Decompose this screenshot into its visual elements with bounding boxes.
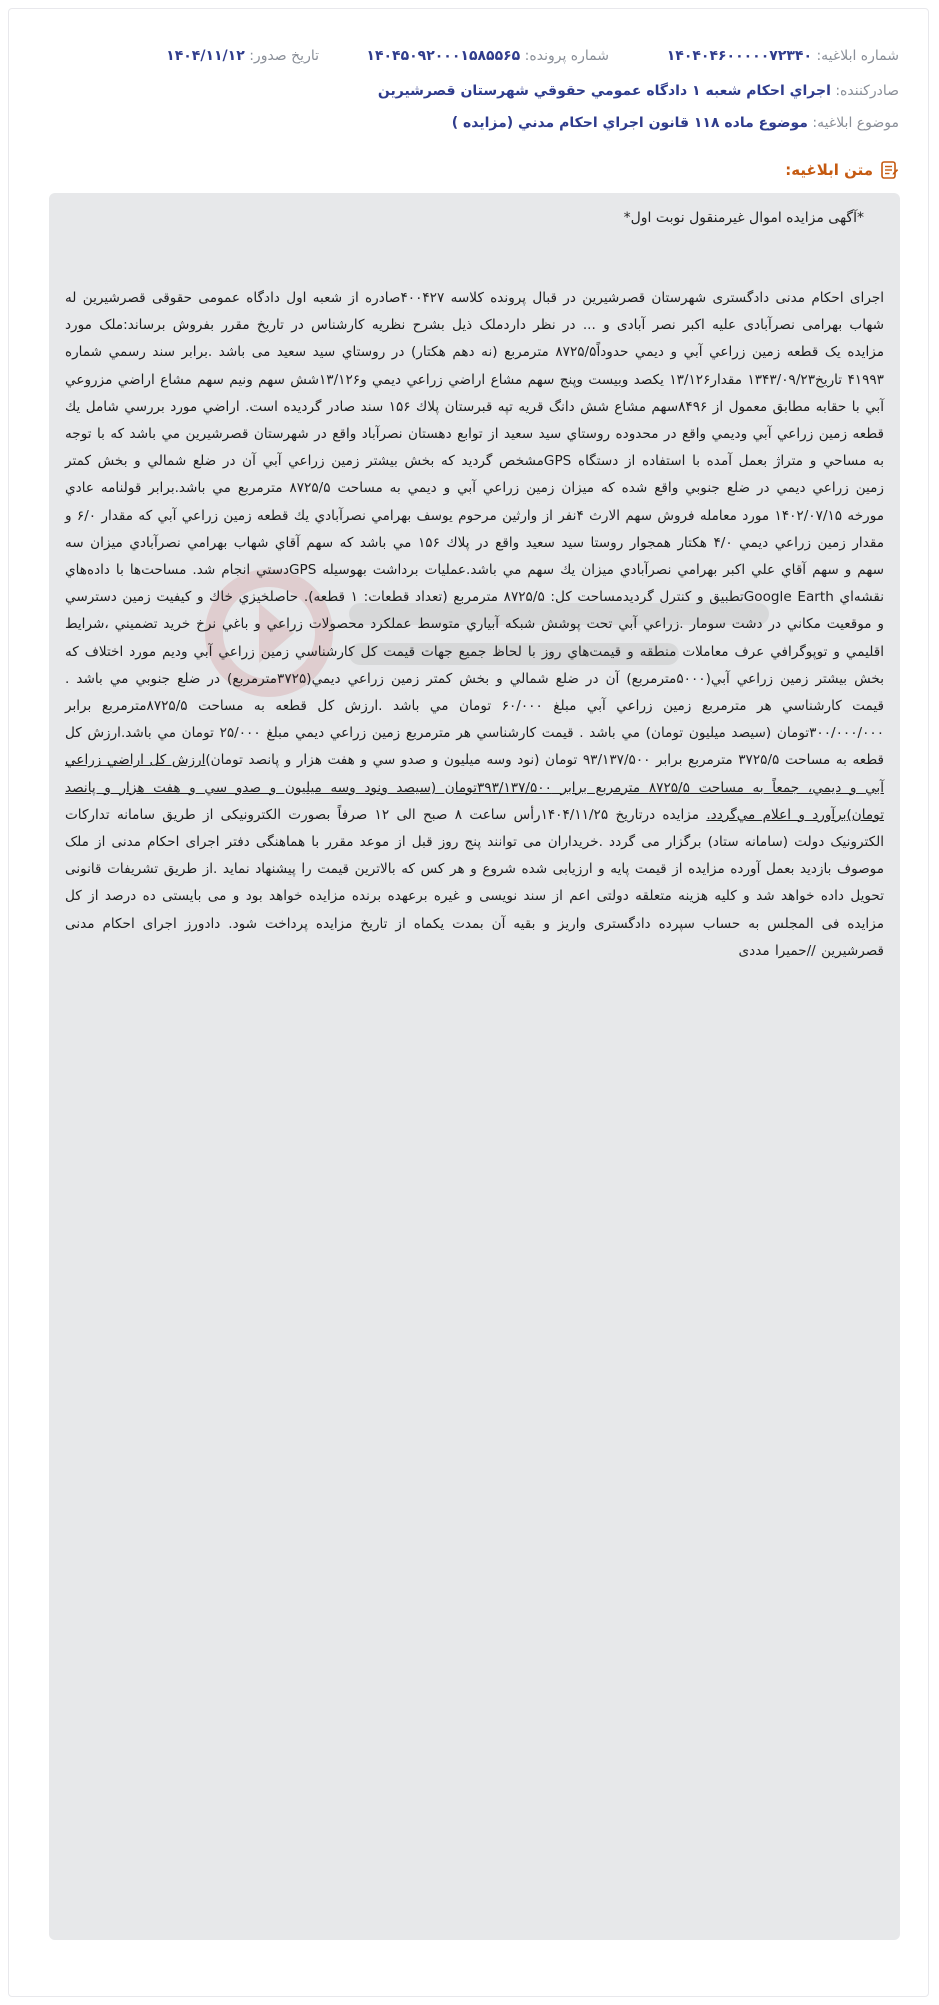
ad-body-text — [65, 285, 884, 965]
issue-date-value: ۱۴۰۴/۱۱/۱۲ — [166, 48, 245, 64]
ad-text-part2: مزایده درتاریخ ۱۴۰۴/۱۱/۲۵رأس ساعت ۸ صبح الی ۱۲ صرفاً بصورت الکترونیکی از طریق سامانه تدارکات الکترونیک دولت (سامانه ستاد) برگزار می گردد .خریداران می توانند پنج روز قبل از موعد مقرر با هماهنگی دفتر اجرای احکام مدنی از ملک موصوف بازدید بعمل آورده مزایده از قیمت پایه و ارزیابی شده شروع و هر کس که بالاترین قیمت را پیشنهاد نماید .از طریق تشریفات قانونی تحویل داده خواهد شد و کلیه هزینه متعلقه دولتی اعم از سند نویسی و غیره برعهده برنده مزایده خواهد بود و می بایستی ده درصد از کل مزایده فی المجلس به حساب سپرده دادگستری واریز و بقیه آن بمدت یکماه از تاریخ مزایده پرداخت شود. دادورز اجرای احکام مدنی قصرشیرین //حمیرا مددی — [65, 806, 884, 959]
note-icon — [879, 160, 899, 180]
issue-date-label: تاريخ صدور: — [249, 48, 319, 64]
ad-text-part1: اجرای احکام مدنی دادگستری شهرستان قصرشیرین در قبال پرونده کلاسه ۴۰۰۴۲۷صادره از شعبه اول دادگاه عمومی حقوقی قصرشیرین له شهاب بهرامی نصرآبادی علیه اکبر نصر آبادی و ... در نظر داردملک ذیل بشرح نظریه کارشناس در تاریخ مقرر بفروش برساند:ملک مورد مزایده یک قطعه زمین زراعي آبي و ديمي حدوداً۸۷۲۵/۵ مترمربع (نه دهم هکتار) در روستاي سيد سعيد می باشد .برابر سند رسمي شماره ۴۱۹۹۳ تاريخ۱۳۴۳/۰۹/۲۳ مقدار۱۳/۱۲۶ يكصد وبيست وپنج سهم مشاع اراضي زراعي ديمي و۱۳/۱۲۶شش سهم ونیم سهم مشاع اراضي مزروعي آبي با حقابه مطابق معمول از ۸۴۹۶سهم مشاع شش دانگ قريه تپه قبرستان پلاك ۱۵۶ سند صادر گرديده است. اراضي مورد بررسي شامل يك قطعه زمين زراعي آبي وديمي واقع در محدوده روستاي سيد سعيد از توابع دهستان نصرآباد واقع در شهرستان قصرشيرين مي باشد كه با توجه به مساحي و متراژ بعمل آمده با استفاده از دستگاه GPSمشخص گرديد كه بخش بيشتر زمين زراعي آبي آن در ضلع شمالي و بخش كمتر زمين زراعي ديمي در ضلع جنوبي واقع شده كه ميزان زمين زراعي آبي و ديمي به مساحت ۸۷۲۵/۵ مترمربع مي باشد.برابر قولنامه عادي مورخه ۱۴۰۲/۰۷/۱۵ مورد معامله فروش سهم الارث ۴نفر از وارثين مرحوم يوسف بهرامي نصرآبادي يك قطعه زمين زراعي آبي كه مقدار ۶/۰ و مقدار زمين زراعي ديمي ۴/۰ هكتار همجوار روستا سيد سعيد واقع در پلاك ۱۵۶ مي باشد كه سهم آقاي شهاب بهرامي نصرآبادي ميزان سه سهم و سهم آقاي علي اكبر بهرامي نصرآبادي ميزان يك سهم مي باشد.عمليات برداشت بهوسيله GPSدستي انجام شد. مساحت‌ها با داده‌هاي نقشه‌اي Google Earthتطبيق و كنترل گرديدمساحت كل: ۸۷۲۵/۵ مترمربع (تعداد قطعات: ۱ قطعه). حاصلخيزي خاك و كيفيت زمين دسترسي و موقعيت مكاني در دشت سومار .زراعي آبي تحت پوشش شبكه آبياري متوسط عملكرد محصولات زراعي و باغي نرخ خريد تضميني ،شرايط اقليمي و توپوگرافي عرف معاملات منطقه و قيمت‌هاي روز با لحاظ جميع جهات قيمت كل كارشناسي زمين زراعي آبي وديم مورد اختلاف كه بخش بيشتر زمين زراعي آبي(۵۰۰۰مترمربع) آن در ضلع شمالي و بخش كمتر زمين زراعي ديمي(۳۷۲۵مترمربع) در ضلع جنوبي مي باشد . قيمت كارشناسي هر مترمربع زمين زراعي آبي مبلغ ۶۰/۰۰۰ تومان مي باشد .ارزش كل قطعه به مساحت ۸۷۲۵/۵مترمربع برابر ۳۰۰/۰۰۰/۰۰۰تومان (سيصد ميليون تومان) مي باشد . قيمت كارشناسي هر مترمربع زمين زراعي ديمي مبلغ ۲۵/۰۰۰ تومان مي باشد.ارزش كل قطعه به مساحت ۳۷۲۵/۵ مترمربع برابر ۹۳/۱۳۷/۵۰۰ تومان (نود وسه ميليون و صدو سي و هفت هزار و پانصد تومان) — [65, 290, 885, 769]
subject — [452, 112, 899, 134]
issue-date — [166, 45, 319, 67]
body-heading-text: متن ابلاغيه: — [785, 161, 873, 179]
ad-text-underlined: ارزش كل اراضي زراعي آبي و ديمي، جمعاً به مساحت ۸۷۲۵/۵ مترمربع برابر ۳۹۳/۱۳۷/۵۰۰تومان (سيصد ونود وسه ميليون و صدو سي و هفت هزار و پانصد تومان)برآورد و اعلام مي‌گردد. — [65, 752, 884, 823]
issuer — [378, 80, 899, 102]
issuer-value: اجراي احكام شعبه ۱ دادگاه عمومي حقوقي شهرستان قصرشيرين — [377, 83, 831, 99]
ad-title: *آگهی مزایده اموال غیرمنقول نوبت اول* — [623, 210, 864, 226]
notice-number — [667, 45, 899, 67]
issuer-label: صادرکننده: — [835, 83, 899, 99]
subject-value: موضوع ماده ۱۱۸ قانون اجراي احكام مدني (مزايده ) — [451, 115, 808, 131]
body-heading — [785, 160, 899, 180]
case-number-value: ۱۴۰۴۵۰۹۲۰۰۰۱۵۸۵۵۶۵ — [366, 48, 521, 64]
case-number-label: شماره پرونده: — [524, 48, 609, 64]
notice-content-box — [49, 193, 900, 1940]
subject-label: موضوع ابلاغيه: — [812, 115, 899, 131]
case-number — [366, 45, 609, 67]
notice-number-value: ۱۴۰۴۰۴۶۰۰۰۰۰۷۲۳۴۰ — [666, 48, 812, 64]
notice-number-label: شماره ابلاغيه: — [816, 48, 899, 64]
